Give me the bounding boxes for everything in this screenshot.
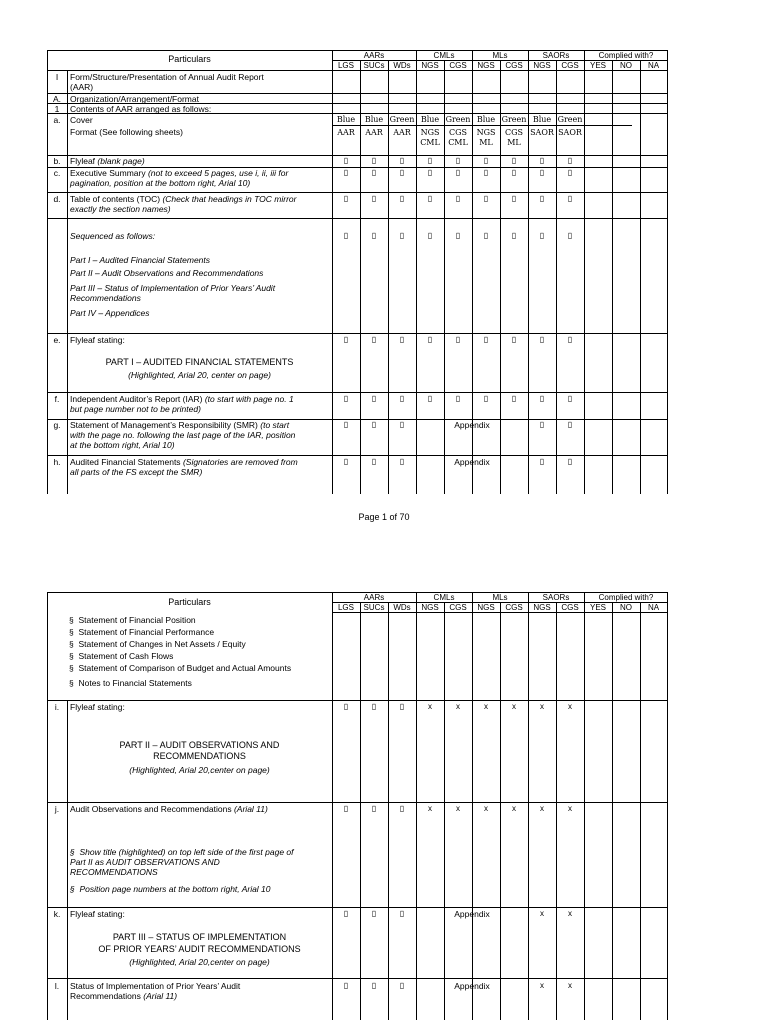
row-note: with the page no. following the last page of the IAR, position: [70, 430, 296, 440]
col-header: CGS: [449, 61, 467, 70]
checkbox-mark: ▯: [539, 168, 545, 177]
row-label: j.: [54, 804, 60, 814]
not-applicable-mark: x: [428, 702, 432, 711]
col-header: CGS: [561, 61, 579, 70]
not-applicable-mark: x: [484, 702, 488, 711]
row-note: exactly the section names): [70, 204, 171, 214]
group-aars: AARs: [363, 51, 385, 60]
checkbox-mark: ▯: [567, 156, 573, 165]
cover-type: ML: [479, 138, 493, 147]
checkbox-mark: ▯: [371, 804, 377, 813]
checkbox-mark: ▯: [371, 231, 377, 240]
flyleaf-title: PART I – AUDITED FINANCIAL STATEMENTS: [105, 357, 294, 367]
checkbox-mark: ▯: [343, 981, 349, 990]
row-note: but page number not to be printed): [70, 404, 201, 414]
col-header: SUCs: [363, 61, 385, 70]
not-applicable-mark: x: [512, 804, 516, 813]
row-label: i.: [54, 702, 60, 712]
checkbox-mark: ▯: [371, 420, 377, 429]
checkbox-mark: ▯: [539, 394, 545, 403]
not-applicable-mark: x: [484, 804, 488, 813]
group-cmls: CMLs: [433, 51, 455, 60]
group-mls: MLs: [492, 51, 508, 60]
checkbox-mark: ▯: [343, 168, 349, 177]
audit-checklist-page-2: [47, 592, 668, 1020]
col-header: CGS: [449, 603, 467, 612]
not-applicable-mark: x: [568, 981, 572, 990]
checkbox-mark: ▯: [483, 394, 489, 403]
row-note: Recommendations: [70, 293, 141, 303]
group-cmls: CMLs: [433, 593, 455, 602]
row-note: § Show title (highlighted) on top left side of the first page of: [70, 847, 294, 857]
cover-type: CML: [448, 138, 468, 147]
checkbox-mark: ▯: [539, 194, 545, 203]
cover-type: CGS: [449, 128, 467, 137]
checkbox-mark: ▯: [343, 457, 349, 466]
checkbox-mark: ▯: [455, 156, 461, 165]
appendix-text: Appendix: [454, 457, 490, 467]
checkbox-mark: ▯: [567, 168, 573, 177]
checkbox-mark: ▯: [399, 457, 405, 466]
row-text: Flyleaf stating:: [70, 702, 125, 712]
row-label: I: [55, 72, 59, 82]
checkbox-mark: ▯: [371, 194, 377, 203]
col-header: CGS: [505, 61, 523, 70]
cover-color: Blue: [532, 115, 552, 124]
checkbox-mark: ▯: [343, 394, 349, 403]
group-complied: Complied with?: [598, 51, 654, 60]
col-header: LGS: [337, 603, 354, 612]
audit-checklist-page-1: [47, 50, 668, 494]
checkbox-mark: ▯: [343, 335, 349, 344]
cover-color: Green: [445, 115, 471, 124]
checkbox-mark: ▯: [399, 981, 405, 990]
cover-type: AAR: [337, 128, 355, 137]
col-header: NO: [620, 603, 632, 612]
checkbox-mark: ▯: [371, 909, 377, 918]
checkbox-mark: ▯: [399, 156, 405, 165]
col-header: NGS: [533, 61, 551, 70]
row-note: Part I – Audited Financial Statements: [70, 255, 211, 265]
bullet-item: § Statement of Changes in Net Assets / Equity: [69, 639, 246, 649]
checkbox-mark: ▯: [455, 335, 461, 344]
row-label: l.: [54, 981, 60, 991]
checkbox-mark: ▯: [511, 168, 517, 177]
row-note: § Position page numbers at the bottom right, Arial 10: [70, 884, 271, 894]
cover-color: Green: [501, 115, 527, 124]
col-header: LGS: [337, 61, 354, 70]
flyleaf-note: (Highlighted, Arial 20,center on page): [129, 957, 270, 967]
checkbox-mark: ▯: [483, 156, 489, 165]
checkbox-mark: ▯: [539, 156, 545, 165]
col-header: NGS: [421, 61, 439, 70]
checkbox-mark: ▯: [343, 194, 349, 203]
not-applicable-mark: x: [456, 804, 460, 813]
checkbox-mark: ▯: [427, 394, 433, 403]
cover-color: Green: [557, 115, 583, 124]
checkbox-mark: ▯: [539, 231, 545, 240]
not-applicable-mark: x: [456, 702, 460, 711]
checkbox-mark: ▯: [399, 909, 405, 918]
flyleaf-title: OF PRIOR YEARS’ AUDIT RECOMMENDATIONS: [98, 944, 301, 954]
not-applicable-mark: x: [428, 804, 432, 813]
row-label: b.: [53, 156, 61, 166]
checkbox-mark: ▯: [371, 335, 377, 344]
appendix-text: Appendix: [454, 909, 490, 919]
col-header: CGS: [505, 603, 523, 612]
flyleaf-note: (Highlighted, Arial 20, center on page): [128, 370, 271, 380]
checkbox-mark: ▯: [539, 457, 545, 466]
row-note: Part II as AUDIT OBSERVATIONS AND: [70, 857, 220, 867]
cover-type: SAOR: [530, 128, 554, 137]
not-applicable-mark: x: [540, 702, 544, 711]
bullet-item: § Statement of Financial Performance: [69, 627, 215, 637]
checkbox-mark: ▯: [483, 168, 489, 177]
flyleaf-note: (Highlighted, Arial 20,center on page): [129, 765, 270, 775]
row-label: h.: [53, 457, 61, 467]
checkbox-mark: ▯: [511, 194, 517, 203]
col-header: NGS: [477, 603, 495, 612]
checkbox-mark: ▯: [427, 156, 433, 165]
checkbox-mark: ▯: [399, 168, 405, 177]
col-header: NGS: [533, 603, 551, 612]
row-note: RECOMMENDATIONS: [70, 867, 158, 877]
group-saors: SAORs: [542, 593, 570, 602]
not-applicable-mark: x: [568, 702, 572, 711]
cover-color: Blue: [420, 115, 440, 124]
appendix-text: Appendix: [454, 981, 490, 991]
row-label: e.: [53, 335, 61, 345]
not-applicable-mark: x: [568, 909, 572, 918]
checkbox-mark: ▯: [567, 335, 573, 344]
checkbox-mark: ▯: [371, 156, 377, 165]
row-note: Sequenced as follows:: [70, 231, 156, 241]
checkbox-mark: ▯: [427, 335, 433, 344]
checkbox-mark: ▯: [399, 194, 405, 203]
checkbox-mark: ▯: [455, 394, 461, 403]
row-text: Status of Implementation of Prior Years’ Audit: [70, 981, 241, 991]
checkbox-mark: ▯: [343, 420, 349, 429]
row-label: a.: [53, 115, 61, 125]
cover-color: Blue: [364, 115, 384, 124]
row-text: Flyleaf stating:: [70, 335, 125, 345]
checkbox-mark: ▯: [539, 420, 545, 429]
checkbox-mark: ▯: [455, 231, 461, 240]
col-header: NA: [647, 61, 660, 70]
particulars-header: Particulars: [168, 597, 211, 607]
row-text: Statement of Management’s Responsibility (SMR) (to start: [70, 420, 290, 430]
not-applicable-mark: x: [540, 981, 544, 990]
bullet-item: § Statement of Comparison of Budget and Actual Amounts: [69, 663, 292, 673]
checkbox-mark: ▯: [371, 394, 377, 403]
checkbox-mark: ▯: [371, 168, 377, 177]
row-text: Contents of AAR arranged as follows:: [70, 104, 212, 114]
row-text: Format (See following sheets): [70, 127, 183, 137]
row-note: Part IV – Appendices: [70, 308, 150, 318]
checkbox-mark: ▯: [511, 231, 517, 240]
not-applicable-mark: x: [512, 702, 516, 711]
checkbox-mark: ▯: [399, 231, 405, 240]
cover-color: Blue: [476, 115, 496, 124]
checkbox-mark: ▯: [427, 168, 433, 177]
checkbox-mark: ▯: [399, 420, 405, 429]
checkbox-mark: ▯: [343, 804, 349, 813]
group-aars: AARs: [363, 593, 385, 602]
group-complied: Complied with?: [598, 593, 654, 602]
checkbox-mark: ▯: [567, 394, 573, 403]
cover-type: AAR: [393, 128, 411, 137]
checkbox-mark: ▯: [427, 194, 433, 203]
checkbox-mark: ▯: [511, 394, 517, 403]
group-mls: MLs: [492, 593, 508, 602]
col-header: NGS: [477, 61, 495, 70]
col-header: WDs: [393, 603, 411, 612]
checkbox-mark: ▯: [483, 231, 489, 240]
row-text: (AAR): [70, 82, 94, 92]
row-label: A.: [52, 94, 62, 104]
row-label: g.: [53, 420, 61, 430]
group-saors: SAORs: [542, 51, 570, 60]
row-text: Flyleaf stating:: [70, 909, 125, 919]
checkbox-mark: ▯: [483, 194, 489, 203]
row-text: Recommendations (Arial 11): [70, 991, 178, 1001]
col-header: YES: [589, 603, 606, 612]
checkbox-mark: ▯: [511, 156, 517, 165]
col-header: YES: [589, 61, 606, 70]
cover-type: SAOR: [558, 128, 582, 137]
appendix-text: Appendix: [454, 420, 490, 430]
row-text: Cover: [70, 115, 93, 125]
checkbox-mark: ▯: [455, 168, 461, 177]
checkbox-mark: ▯: [511, 335, 517, 344]
cover-type: CML: [420, 138, 440, 147]
col-header: NO: [620, 61, 632, 70]
checkbox-mark: ▯: [399, 804, 405, 813]
checkbox-mark: ▯: [343, 231, 349, 240]
checkbox-mark: ▯: [455, 194, 461, 203]
checkbox-mark: ▯: [539, 335, 545, 344]
not-applicable-mark: x: [540, 804, 544, 813]
row-text: Form/Structure/Presentation of Annual Audit Report: [70, 72, 264, 82]
not-applicable-mark: x: [568, 804, 572, 813]
row-note: at the bottom right, Arial 10): [70, 440, 175, 450]
col-header: SUCs: [363, 603, 385, 612]
col-header: CGS: [561, 603, 579, 612]
checkbox-mark: ▯: [399, 702, 405, 711]
flyleaf-title: PART III – STATUS OF IMPLEMENTATION: [112, 932, 287, 942]
bullet-item: § Notes to Financial Statements: [69, 678, 192, 688]
row-text: Flyleaf (blank page): [70, 156, 145, 166]
row-label: d.: [53, 194, 61, 204]
checkbox-mark: ▯: [399, 394, 405, 403]
cover-type: CGS: [505, 128, 523, 137]
col-header: WDs: [393, 61, 411, 70]
checkbox-mark: ▯: [427, 231, 433, 240]
bullet-item: § Statement of Financial Position: [69, 615, 196, 625]
row-text: Table of contents (TOC) (Check that headings in TOC mirror: [70, 194, 297, 204]
checkbox-mark: ▯: [567, 194, 573, 203]
cover-type: AAR: [365, 128, 383, 137]
particulars-header: Particulars: [168, 54, 211, 64]
cover-color: Blue: [336, 115, 356, 124]
cover-color: Green: [389, 115, 415, 124]
checkbox-mark: ▯: [343, 909, 349, 918]
checkbox-mark: ▯: [371, 457, 377, 466]
row-text: Organization/Arrangement/Format: [70, 94, 199, 104]
row-note: pagination, position at the bottom right, Arial 10): [70, 178, 251, 188]
row-label: k.: [53, 909, 61, 919]
cover-type: ML: [507, 138, 521, 147]
bullet-item: § Statement of Cash Flows: [69, 651, 174, 661]
row-label: f.: [54, 394, 60, 404]
checkbox-mark: ▯: [371, 702, 377, 711]
not-applicable-mark: x: [540, 909, 544, 918]
checkbox-mark: ▯: [567, 420, 573, 429]
row-text: Audit Observations and Recommendations (Arial 11): [70, 804, 268, 814]
row-note: Part II – Audit Observations and Recommendations: [70, 268, 264, 278]
row-note: Part III – Status of Implementation of Prior Years’ Audit: [70, 283, 276, 293]
page-number: Page 1 of 70: [358, 512, 410, 522]
checkbox-mark: ▯: [567, 457, 573, 466]
flyleaf-title: PART II – AUDIT OBSERVATIONS AND: [119, 740, 280, 750]
row-note: all parts of the FS except the SMR): [70, 467, 203, 477]
row-label: c.: [53, 168, 61, 178]
row-label: 1: [54, 104, 60, 114]
cover-type: NGS: [420, 128, 440, 137]
checkbox-mark: ▯: [343, 702, 349, 711]
checkbox-mark: ▯: [371, 981, 377, 990]
flyleaf-title: RECOMMENDATIONS: [153, 751, 246, 761]
row-text: Independent Auditor’s Report (IAR) (to start with page no. 1: [70, 394, 294, 404]
checkbox-mark: ▯: [399, 335, 405, 344]
cover-type: NGS: [476, 128, 496, 137]
col-header: NA: [647, 603, 660, 612]
checkbox-mark: ▯: [343, 156, 349, 165]
checkbox-mark: ▯: [567, 231, 573, 240]
row-text: Executive Summary (not to exceed 5 pages, use i, ii, iii for: [70, 168, 289, 178]
checkbox-mark: ▯: [483, 335, 489, 344]
row-text: Audited Financial Statements (Signatories are removed from: [70, 457, 298, 467]
col-header: NGS: [421, 603, 439, 612]
